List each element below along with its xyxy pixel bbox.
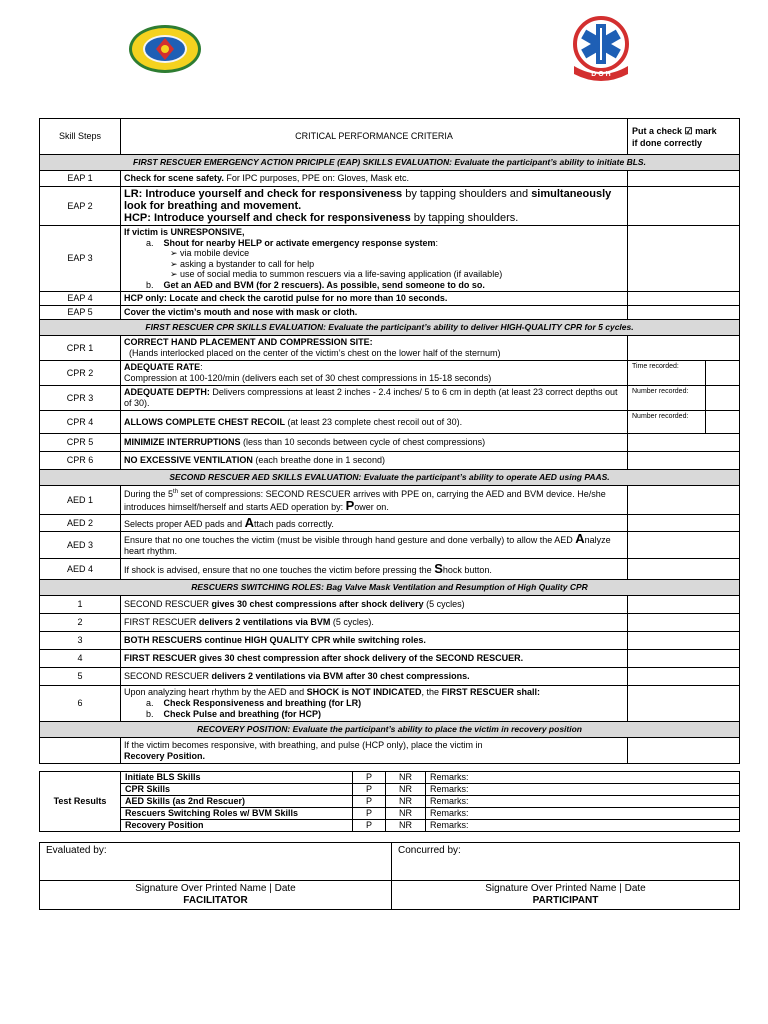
evaluated-by-field[interactable]: Evaluated by: xyxy=(40,843,392,881)
remarks-field[interactable]: Remarks: xyxy=(426,820,740,832)
check-cell[interactable] xyxy=(628,650,740,668)
not-rated-option[interactable]: NR xyxy=(386,772,426,784)
test-results-label: Test Results xyxy=(40,772,121,832)
step-label: 5 xyxy=(40,668,121,686)
check-cell[interactable] xyxy=(628,614,740,632)
step-label: 6 xyxy=(40,686,121,722)
check-cell[interactable] xyxy=(628,187,740,226)
step-label: AED 1 xyxy=(40,486,121,515)
check-cell[interactable] xyxy=(628,306,740,320)
cpr6-row: CPR 6 NO EXCESSIVE VENTILATION (each breathe done in 1 second) xyxy=(40,452,740,470)
step-label: EAP 4 xyxy=(40,292,121,306)
result-skill-label: Initiate BLS Skills xyxy=(121,772,353,784)
check-cell[interactable] xyxy=(628,596,740,614)
check-cell[interactable] xyxy=(628,532,740,559)
result-skill-label: Rescuers Switching Roles w/ BVM Skills xyxy=(121,808,353,820)
eap2-row: EAP 2 LR: Introduce yourself and check for responsiveness by tapping shoulders and simultaneously look for breathing and movement. HCP: Introduce yourself and check for responsiveness by tapping shoulders. xyxy=(40,187,740,226)
result-skill-label: AED Skills (as 2nd Rescuer) xyxy=(121,796,353,808)
not-rated-option[interactable]: NR xyxy=(386,808,426,820)
step-label: EAP 1 xyxy=(40,171,121,187)
section-recovery-header: RECOVERY POSITION: Evaluate the participant’s ability to place the victim in recovery position xyxy=(40,722,740,738)
step-label: CPR 2 xyxy=(40,361,121,386)
recovery-row: If the victim becomes responsive, with breathing, and pulse (HCP only), place the victim in Recovery Position. xyxy=(40,738,740,764)
check-cell[interactable] xyxy=(628,559,740,580)
aed2-row: AED 2 Selects proper AED pads and Attach pads correctly. xyxy=(40,515,740,532)
cpr2-row: CPR 2 ADEQUATE RATE: Compression at 100-120/min (delivers each set of 30 chest compressions in 15-18 seconds) Time recorded: xyxy=(40,361,740,386)
time-recorded-cell[interactable]: Time recorded: xyxy=(628,361,706,386)
pass-option[interactable]: P xyxy=(353,772,386,784)
step-label: AED 3 xyxy=(40,532,121,559)
not-rated-option[interactable]: NR xyxy=(386,784,426,796)
check-cell[interactable] xyxy=(628,452,740,470)
facilitator-signature: Signature Over Printed Name | Date FACILITATOR xyxy=(40,881,392,910)
step-label: 1 xyxy=(40,596,121,614)
concurred-by-field[interactable]: Concurred by: xyxy=(392,843,740,881)
step-label: CPR 3 xyxy=(40,386,121,411)
check-cell[interactable] xyxy=(628,171,740,187)
eap1-row: EAP 1 Check for scene safety. For IPC purposes, PPE on: Gloves, Mask etc. xyxy=(40,171,740,187)
cpr3-row: CPR 3 ADEQUATE DEPTH: Delivers compressions at least 2 inches - 2.4 inches/ 5 to 6 cm in depth (at least 23 correct depths out of 30). Number recorded: xyxy=(40,386,740,411)
switch3-row: 3 BOTH RESCUERS continue HIGH QUALITY CPR while switching roles. xyxy=(40,632,740,650)
section-cpr-header: FIRST RESCUER CPR SKILLS EVALUATION: Evaluate the participant’s ability to deliver HIGH-QUALITY CPR for 5 cycles. xyxy=(40,320,740,336)
result-skill-label: CPR Skills xyxy=(121,784,353,796)
switch1-row: 1 SECOND RESCUER gives 30 chest compressions after shock delivery (5 cycles) xyxy=(40,596,740,614)
check-cell[interactable] xyxy=(628,486,740,515)
header-skill-steps: Skill Steps xyxy=(40,119,121,155)
remarks-field[interactable]: Remarks: xyxy=(426,796,740,808)
aed4-row: AED 4 If shock is advised, ensure that no one touches the victim before pressing the Shock button. xyxy=(40,559,740,580)
header-criteria: CRITICAL PERFORMANCE CRITERIA xyxy=(121,119,628,155)
step-label: CPR 5 xyxy=(40,434,121,452)
pass-option[interactable]: P xyxy=(353,820,386,832)
eap5-row: EAP 5 Cover the victim’s mouth and nose with mask or cloth. xyxy=(40,306,740,320)
table-header-row xyxy=(40,119,740,155)
pass-option[interactable]: P xyxy=(353,808,386,820)
recoil-number-recorded-cell[interactable]: Number recorded: xyxy=(628,411,706,434)
signature-table xyxy=(39,842,740,910)
depth-number-recorded-cell[interactable]: Number recorded: xyxy=(628,386,706,411)
aed1-row: AED 1 During the 5th set of compressions: SECOND RESCUER arrives with PPE on, carrying the AED and BVM device. He/she introduces himself/herself and starts AED operation by: Power on. xyxy=(40,486,740,515)
step-label: AED 4 xyxy=(40,559,121,580)
skills-evaluation-table xyxy=(39,118,740,764)
result-row xyxy=(40,784,740,796)
check-cell[interactable] xyxy=(628,515,740,532)
switch6-row: 6 Upon analyzing heart rhythm by the AED and SHOCK is NOT INDICATED, the FIRST RESCUER shall: a. Check Responsiveness and breathing (for LR) b. Check Pulse and breathing (for HCP) xyxy=(40,686,740,722)
check-cell[interactable] xyxy=(628,292,740,306)
step-label: EAP 2 xyxy=(40,187,121,226)
step-label: 2 xyxy=(40,614,121,632)
switch2-row: 2 FIRST RESCUER delivers 2 ventilations via BVM (5 cycles). xyxy=(40,614,740,632)
cpr1-row: CPR 1 CORRECT HAND PLACEMENT AND COMPRESSION SITE: (Hands interlocked placed on the center of the victim’s chest on the lower half of the sternum) xyxy=(40,336,740,361)
cpr5-row: CPR 5 MINIMIZE INTERRUPTIONS (less than 10 seconds between cycle of chest compressions) xyxy=(40,434,740,452)
step-label: EAP 3 xyxy=(40,226,121,292)
result-skill-label: Recovery Position xyxy=(121,820,353,832)
eap4-row: EAP 4 HCP only: Locate and check the carotid pulse for no more than 10 seconds. xyxy=(40,292,740,306)
result-row xyxy=(40,796,740,808)
header-check: Put a check ☑ mark if done correctly xyxy=(628,119,740,155)
result-row xyxy=(40,772,740,784)
step-label: CPR 4 xyxy=(40,411,121,434)
check-cell[interactable] xyxy=(628,336,740,361)
result-row xyxy=(40,808,740,820)
check-cell[interactable] xyxy=(628,738,740,764)
participant-signature: Signature Over Printed Name | Date PARTICIPANT xyxy=(392,881,740,910)
not-rated-option[interactable]: NR xyxy=(386,820,426,832)
step-label: 3 xyxy=(40,632,121,650)
step-label: EAP 5 xyxy=(40,306,121,320)
switch4-row: 4 FIRST RESCUER gives 30 chest compression after shock delivery of the SECOND RESCUER. xyxy=(40,650,740,668)
svg-text:D O H: D O H xyxy=(591,71,611,78)
cpr4-row: CPR 4 ALLOWS COMPLETE CHEST RECOIL (at least 23 complete chest recoil out of 30). Number recorded: xyxy=(40,411,740,434)
pass-option[interactable]: P xyxy=(353,784,386,796)
doh-seal-logo xyxy=(128,24,202,74)
check-cell[interactable] xyxy=(706,361,740,386)
pass-option[interactable]: P xyxy=(353,796,386,808)
step-label: 4 xyxy=(40,650,121,668)
step-label: CPR 1 xyxy=(40,336,121,361)
result-row xyxy=(40,820,740,832)
test-results-table xyxy=(39,771,740,832)
remarks-field[interactable]: Remarks: xyxy=(426,772,740,784)
section-switching-header: RESCUERS SWITCHING ROLES: Bag Valve Mask Ventilation and Resumption of High Quality CPR xyxy=(40,580,740,596)
aed3-row: AED 3 Ensure that no one touches the victim (must be visible through hand gesture and done verbally) to allow the AED Analyze heart rhythm. xyxy=(40,532,740,559)
ems-star-of-life-logo xyxy=(566,16,636,82)
section-eap-header: FIRST RESCUER EMERGENCY ACTION PRICIPLE (EAP) SKILLS EVALUATION: Evaluate the participant’s ability to initiate BLS. xyxy=(40,155,740,171)
remarks-field[interactable]: Remarks: xyxy=(426,784,740,796)
switch5-row: 5 SECOND RESCUER delivers 2 ventilations via BVM after 30 chest compressions. xyxy=(40,668,740,686)
not-rated-option[interactable]: NR xyxy=(386,796,426,808)
step-label xyxy=(40,738,121,764)
check-cell[interactable] xyxy=(628,668,740,686)
step-label: CPR 6 xyxy=(40,452,121,470)
remarks-field[interactable]: Remarks: xyxy=(426,808,740,820)
check-cell[interactable] xyxy=(628,434,740,452)
section-aed-header: SECOND RESCUER AED SKILLS EVALUATION: Evaluate the participant’s ability to operate AED using PAAS. xyxy=(40,470,740,486)
check-cell[interactable] xyxy=(628,686,740,722)
step-label: AED 2 xyxy=(40,515,121,532)
eap3-row: EAP 3 If victim is UNRESPONSIVE, a. Shout for nearby HELP or activate emergency response system: ➢ via mobile device ➢ asking a bystander to call for help ➢ use of social media to summon rescuers via a life-saving application (if available) b. Get an AED and BVM (for 2 rescuers). As possible, send someone to do so. xyxy=(40,226,740,292)
check-cell[interactable] xyxy=(706,386,740,411)
check-cell[interactable] xyxy=(628,226,740,292)
check-cell[interactable] xyxy=(706,411,740,434)
check-cell[interactable] xyxy=(628,632,740,650)
